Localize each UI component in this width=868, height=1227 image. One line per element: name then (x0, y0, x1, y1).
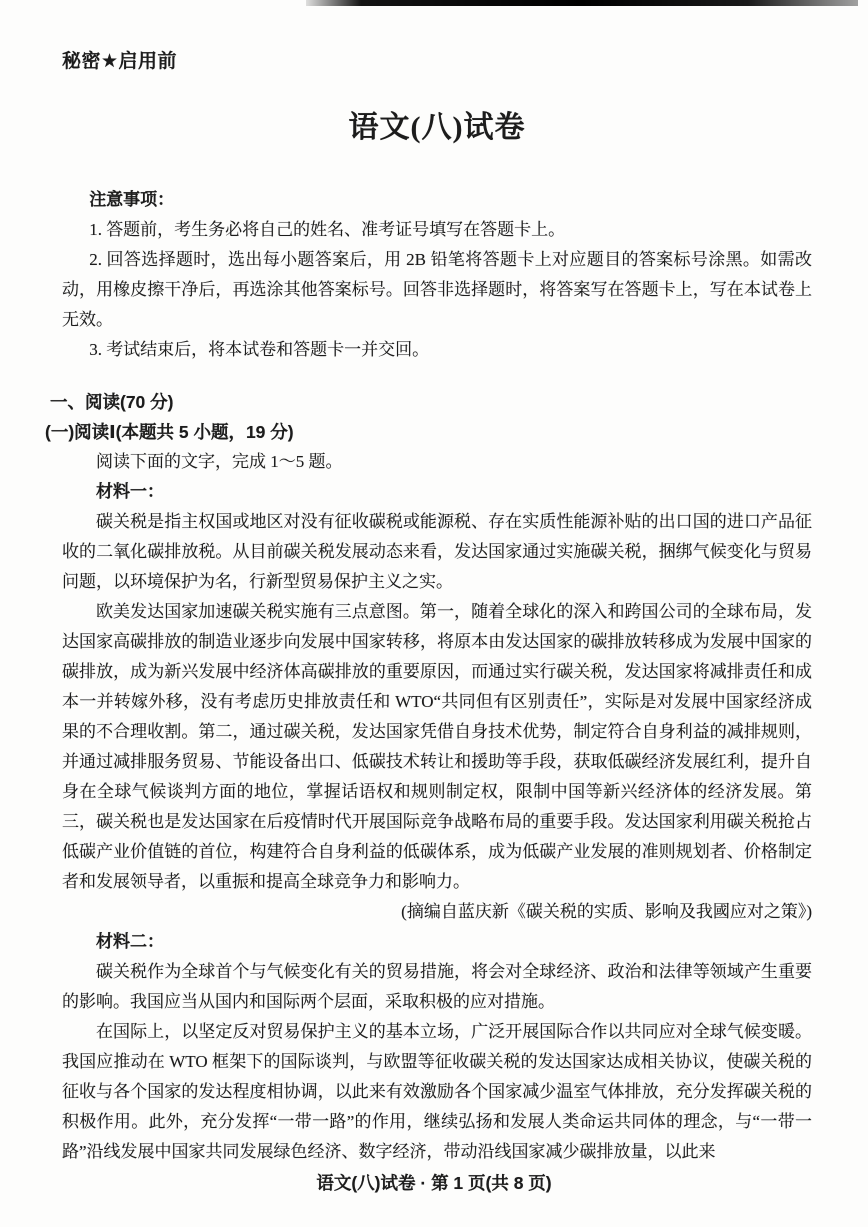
material-1-attribution: (摘编自蓝庆新《碳关税的实质、影响及我國应对之策》) (401, 902, 812, 921)
reading-section (45, 387, 812, 1167)
notice-section (62, 185, 812, 365)
material-2-label: 材料二： (96, 932, 164, 951)
material-1-paragraph-2: 欧美发达国家加速碳关税实施有三点意图。第一，随着全球化的深入和跨国公司的全球布局，发达国家高碳排放的制造业逐步向发展中国家转移，将原本由发达国家的碳排放转移成为发展中国家的碳排放，成为新兴发展中经济体高碳排放的重要原因，而通过实行碳关税，发达国家将减排责任和成本一并转嫁外移，没有考虑历史排放责任和 WTO“共同但有区别责任”，实际是对发展中国家经济成果的不合理收割。第二，通过碳关税，发达国家凭借自身技术优势，制定符合自身利益的减排规则，并通过减排服务贸易、节能设备出口、低碳技术转让和援助等手段，获取低碳经济发展红利，提升自身在全球气候谈判方面的地位，掌握话语权和规则制定权，限制中国等新兴经济体的经济发展。第三，碳关税也是发达国家在后疫情时代开展国际竞争战略布局的重要手段。发达国家利用碳关税抢占低碳产业价值链的首位，构建符合自身利益的低碳体系，成为低碳产业发展的准则规划者、价格制定者和发展领导者，以重振和提高全球竞争力和影响力。 (62, 602, 812, 891)
page-footer: 语文(八)试卷 · 第 1 页(共 8 页) (316, 1173, 552, 1193)
notice-item-2: 2. 回答选择题时，选出每小题答案后，用 2B 铅笔将答题卡上对应题目的答案标号涂黑。如需改动，用橡皮擦干净后，再选涂其他答案标号。回答非选择题时，将答案写在答题卡上，写在本试卷上无效。 (62, 250, 812, 329)
reading-instruction: 阅读下面的文字，完成 1～5 题。 (96, 452, 343, 471)
scan-artifact-bar (306, 0, 858, 6)
material-1-paragraph-1: 碳关税是指主权国或地区对没有征收碳税或能源税、存在实质性能源补贴的出口国的进口产品征收的二氧化碳排放税。从目前碳关税发展动态来看，发达国家通过实施碳关税，捆绑气候变化与贸易问题，以环境保护为名，行新型贸易保护主义之实。 (62, 512, 812, 591)
material-2-paragraph-2: 在国际上，以坚定反对贸易保护主义的基本立场，广泛开展国际合作以共同应对全球气候变暖。我国应推动在 WTO 框架下的国际谈判，与欧盟等征收碳关税的发达国家达成相关协议，使碳关税的征收与各个国家的发达程度相协调，以此来有效激励各个国家减少温室气体排放，充分发挥碳关税的积极作用。此外，充分发挥“一带一路”的作用，继续弘扬和发展人类命运共同体的理念，与“一带一路”沿线发展中国家共同发展绿色经济、数字经济，带动沿线国家减少碳排放量，以此来 (62, 1022, 812, 1161)
notice-heading: 注意事项： (89, 190, 175, 209)
material-1-label: 材料一： (96, 482, 164, 501)
subsection-title-reading-1: (一)阅读Ⅰ(本题共 5 小题，19 分) (45, 422, 294, 442)
material-2-paragraph-1: 碳关税作为全球首个与气候变化有关的贸易措施，将会对全球经济、政治和法律等领域产生重要的影响。我国应当从国内和国际两个层面，采取积极的应对措施。 (62, 962, 812, 1011)
notice-item-3: 3. 考试结束后，将本试卷和答题卡一并交回。 (89, 340, 430, 359)
page-title: 语文(八)试卷 (348, 111, 526, 144)
section-title-reading: 一、阅读(70 分) (50, 392, 174, 412)
notice-item-1: 1. 答题前，考生务必将自己的姓名、准考证号填写在答题卡上。 (89, 220, 566, 239)
classification-label: 秘密★启用前 (62, 51, 178, 72)
